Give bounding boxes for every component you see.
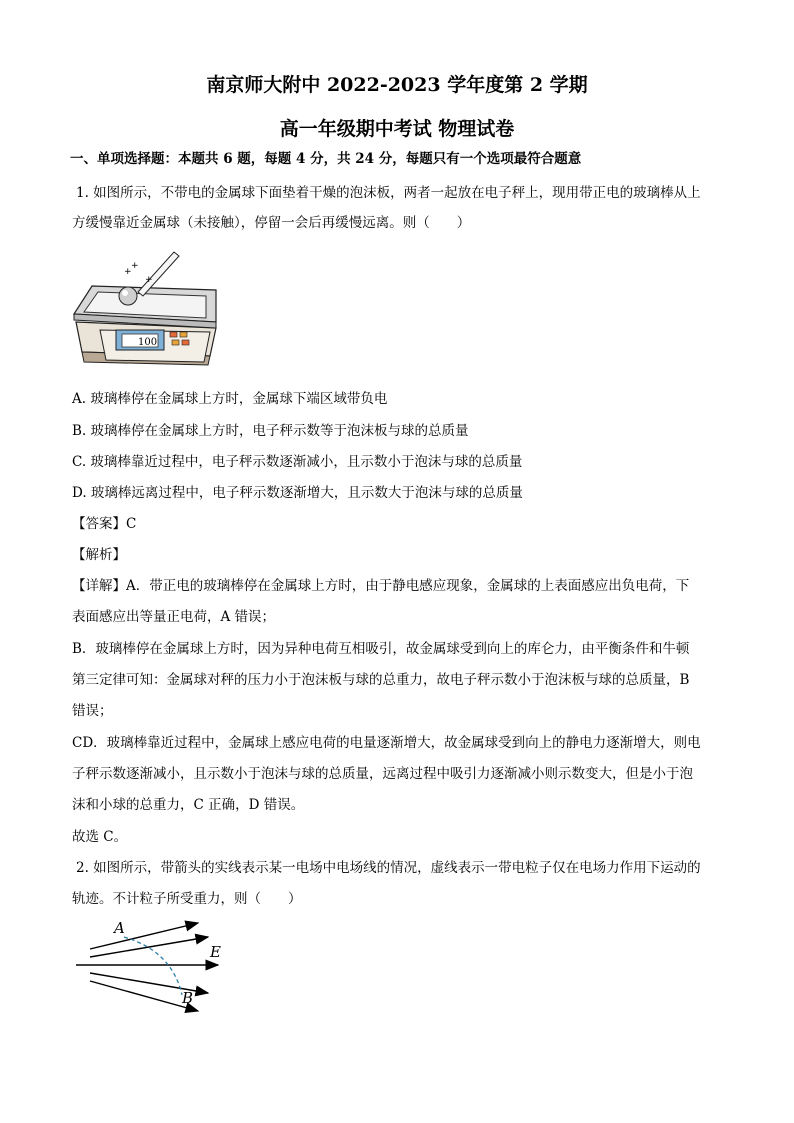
charge-sign-3: + [145,275,153,285]
q1-explanation-line-9: 故选 C。 [72,829,128,845]
q1-option-c: C. 玻璃棒靠近过程中，电子秤示数逐渐减小，且示数小于泡沫与球的总质量 [72,454,523,470]
title-line-2: 高一年级期中考试 物理试卷 [279,118,515,140]
label-e: E [210,943,221,961]
q2-stem-line-1: 2. 如图所示，带箭头的实线表示某一电场中电场线的情况，虚线表示一带电粒子仅在电场力作用下运动的 [76,860,701,876]
label-a: A [114,919,125,937]
q1-stem-line-1: 1. 如图所示，不带电的金属球下面垫着干燥的泡沫板，两者一起放在电子秤上，现用带正电的玻璃棒从上 [76,185,701,201]
label-b: B [182,989,194,1007]
q1-figure-scale [70,244,220,370]
q1-explanation-line-6: CD．玻璃棒靠近过程中，金属球上感应电荷的电量逐渐增大，故金属球受到向上的静电力逐渐增大，则电 [72,735,701,751]
q2-figure-field-lines [70,915,230,1025]
q1-explanation-line-7: 子秤示数逐渐减小，且示数小于泡沫与球的总质量，远离过程中吸引力逐渐减小则示数变大，但是小于泡 [72,766,693,782]
q1-explanation-line-8: 沫和小球的总重力，C 正确，D 错误。 [72,797,305,813]
q1-explanation-line-1: 【详解】A．带正电的玻璃棒停在金属球上方时，由于静电感应现象，金属球的上表面感应出负电荷，下 [72,578,690,594]
q1-option-a: A. 玻璃棒停在金属球上方时，金属球下端区域带负电 [72,391,388,407]
q1-option-d: D. 玻璃棒远离过程中，电子秤示数逐渐增大，且示数大于泡沫与球的总质量 [72,485,523,501]
q1-option-b: B. 玻璃棒停在金属球上方时，电子秤示数等于泡沫板与球的总质量 [72,423,469,439]
q2-stem-line-2: 轨迹。不计粒子所受重力，则（ ） [72,891,302,907]
scale-display-text: 100 [138,337,158,348]
section-heading: 一、单项选择题：本题共 6 题，每题 4 分，共 24 分，每题只有一个选项最符合题意 [70,151,582,167]
q1-explanation-line-2: 表面感应出等量正电荷，A 错误； [72,609,276,625]
charge-sign-2: + [131,261,139,271]
q1-explanation-line-4: 第三定律可知：金属球对秤的压力小于泡沫板与球的总重力，故电子秤示数小于泡沫板与球的总质量，B [72,672,690,688]
q1-analysis-label: 【解析】 [72,547,126,563]
q1-explanation-line-5: 错误； [72,703,113,719]
title-line-1: 南京师大附中 2022-2023 学年度第 2 学期 [206,74,588,96]
charge-sign-1: + [124,267,132,277]
q1-explanation-line-3: B．玻璃棒停在金属球上方时，因为异种电荷互相吸引，故金属球受到向上的库仑力，由平衡条件和牛顿 [72,641,690,657]
q1-answer: 【答案】C [72,516,137,532]
q1-stem-line-2: 方缓慢靠近金属球（未接触），停留一会后再缓慢远离。则（ ） [72,215,471,231]
